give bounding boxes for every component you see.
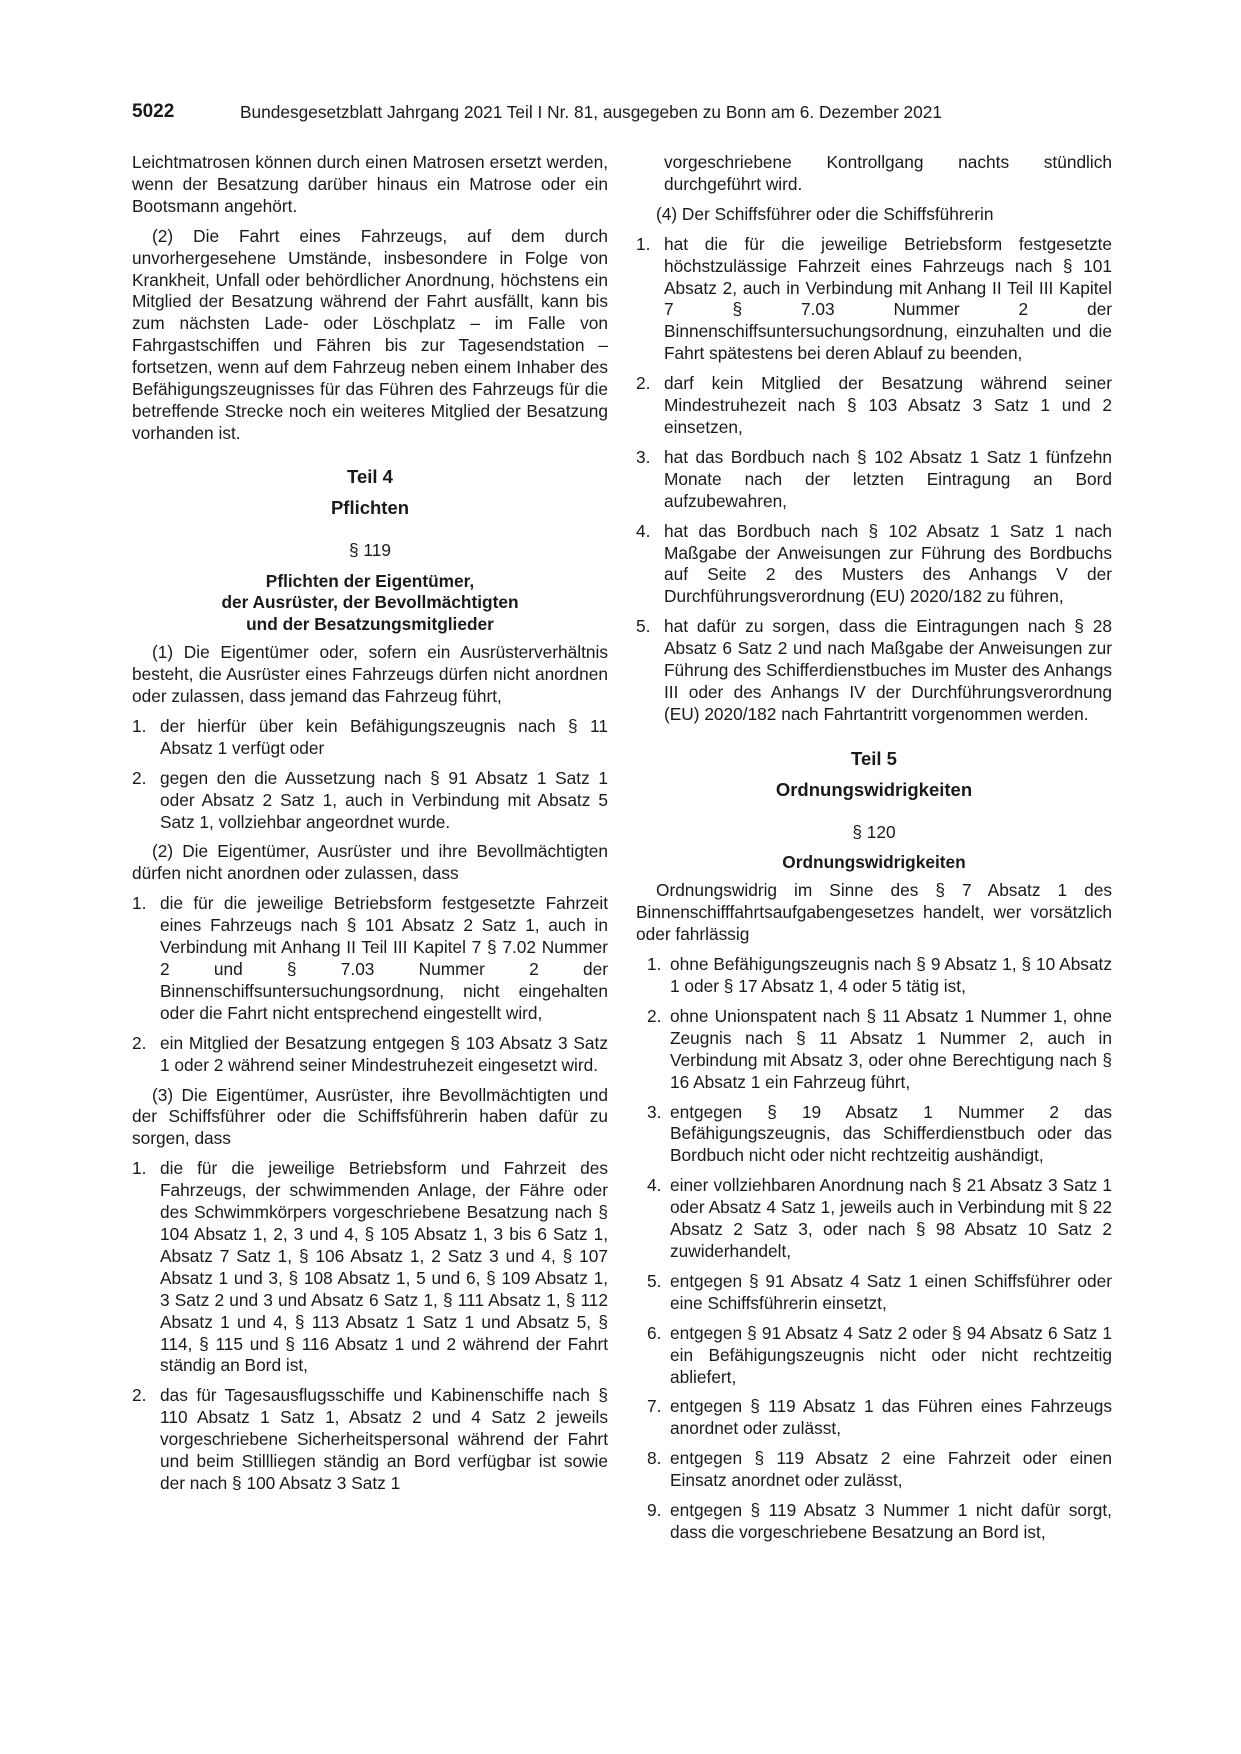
item-number: 8. xyxy=(647,1448,662,1469)
item-number: 3. xyxy=(636,446,651,467)
list-item xyxy=(636,1006,1112,1094)
paragraph-absatz-4: (4) Der Schiffsführer oder die Schiffsführerin xyxy=(656,203,994,224)
list-item xyxy=(636,234,1112,365)
section-number: § 120 xyxy=(852,821,896,842)
list-item xyxy=(636,954,1112,998)
item-number: 5. xyxy=(647,1270,662,1291)
page-header xyxy=(132,101,1112,127)
section-title-line: und der Besatzungsmitglieder xyxy=(246,614,494,635)
item-text: hat die für die jeweilige Betriebsform festgesetzte höchstzulässige Fahrzeit eines Fahrzeugs nach § 101 Absatz 2, auch in Verbindung mit Anhang II Teil III Kapitel 7 § 7.03 Nummer 2 der Binnenschiffsuntersuchungsordnung, einzuhalten und die Fahrt spätestens bei deren Ablauf zu beenden, xyxy=(664,233,1112,364)
item-text: das für Tagesausflugsschiffe und Kabinenschiffe nach § 110 Absatz 1 Satz 1, Absatz 2 und 4 Satz 2 jeweils vorgeschriebene Sicherheitspersonal während der Fahrt und beim Stillliegen ständig an Bord verfügbar ist sowie der nach § 100 Absatz 3 Satz 1 xyxy=(160,1385,608,1493)
item-number: 5. xyxy=(636,616,651,637)
item-number: 2. xyxy=(636,373,651,394)
list-item xyxy=(132,768,608,834)
item-text: hat das Bordbuch nach § 102 Absatz 1 Satz 1 nach Maßgabe der Anweisungen zur Führung des Bordbuchs auf Seite 2 des Musters des Anhangs V der Durchführungsverordnung (EU) 2020/182 zu führen, xyxy=(664,520,1112,607)
item-number: 2. xyxy=(132,1032,147,1053)
list-item xyxy=(636,521,1112,609)
list-item xyxy=(132,1158,608,1377)
section-title-line: Pflichten der Eigentümer, xyxy=(265,570,475,591)
item-number: 2. xyxy=(132,1385,147,1406)
list-item xyxy=(636,1175,1112,1263)
paragraph-intro-120: Ordnungswidrig im Sinne des § 7 Absatz 1 des Binnenschifffahrtsaufgabengesetzes handelt, wer vorsätzlich oder fahrlässig xyxy=(636,880,1112,945)
part-heading: Teil 4 xyxy=(347,465,393,487)
list-item xyxy=(636,1271,1112,1315)
item-number: 4. xyxy=(636,520,651,541)
item-text: gegen den die Aussetzung nach § 91 Absatz 1 Satz 1 oder Absatz 2 Satz 1, auch in Verbindung mit Absatz 5 Satz 1, vollziehbar angeordnet wurde. xyxy=(160,767,608,832)
part-title: Pflichten xyxy=(330,496,410,518)
list-item xyxy=(132,893,608,1024)
part-title: Ordnungswidrigkeiten xyxy=(775,778,973,800)
right-column xyxy=(636,152,1112,1544)
page-number: 5022 xyxy=(132,101,175,122)
item-number: 3. xyxy=(647,1101,662,1122)
item-text: darf kein Mitglied der Besatzung während seiner Mindestruhezeit nach § 103 Absatz 3 Satz 1 und 2 einsetzen, xyxy=(664,373,1112,437)
item-text: entgegen § 119 Absatz 1 das Führen eines Fahrzeugs anordnet oder zulässt, xyxy=(670,1396,1112,1439)
item-text: einer vollziehbaren Anordnung nach § 21 Absatz 3 Satz 1 oder Absatz 4 Satz 1, jeweils auch in Verbindung mit § 22 Absatz 2 Satz 3, oder nach § 98 Absatz 10 Satz 2 zuwiderhandelt, xyxy=(670,1175,1112,1261)
list-item xyxy=(636,447,1112,513)
item-text: die für die jeweilige Betriebsform und Fahrzeit des Fahrzeugs, der schwimmenden Anlage, der Fähre oder des Schwimmkörpers vorgeschriebene Besatzung nach § 104 Absatz 1, 2, 3 und 4, § 105 Absatz 1, 3 bis 6 Satz 1, Absatz 7 Satz 1, § 106 Absatz 1, 2 Satz 3 und 4, § 107 Absatz 1 und 3, § 108 Absatz 1, 5 und 6, § 109 Absatz 1, 3 Satz 2 und 3 und Absatz 6 Satz 1, § 111 Absatz 1, § 112 Absatz 1 und 4, § 113 Absatz 1 Satz 1 und Absatz 5, § 114, § 115 und § 116 Absatz 1 und 2 während der Fahrt ständig an Bord ist, xyxy=(160,1158,608,1376)
item-number: 1. xyxy=(132,715,147,736)
paragraph-absatz-3: (3) Die Eigentümer, Ausrüster, ihre Bevollmächtigten und der Schiffsführer oder die Schiffsführerin haben dafür zu sorgen, dass xyxy=(132,1084,608,1149)
running-title: Bundesgesetzblatt Jahrgang 2021 Teil I Nr. 81, ausgegeben zu Bonn am 6. Dezember 2021 xyxy=(240,102,942,122)
item-number: 2. xyxy=(132,767,147,788)
item-text: ein Mitglied der Besatzung entgegen § 103 Absatz 3 Satz 1 oder 2 während seiner Mindestruhezeit eingesetzt wird. xyxy=(160,1032,608,1075)
paragraph-absatz-2: (2) Die Fahrt eines Fahrzeugs, auf dem durch unvorhergesehene Umstände, insbesondere in Folge von Krankheit, Unfall oder behördlicher Anordnung, höchstens ein Mitglied der Besatzung während der Fahrt ausfällt, kann bis zum nächsten Lade- oder Löschplatz – im Falle von Fahrgastschiffen und Fähren bis zur Tagesendstation – fortsetzen, wenn auf dem Fahrzeug neben einem Inhaber des Befähigungszeugnisses für das Führen des Fahrzeugs für die betreffende Strecke noch ein weiteres Mitglied der Besatzung vorhanden ist. xyxy=(132,225,608,443)
item-text: entgegen § 19 Absatz 1 Nummer 2 das Befähigungszeugnis, das Schifferdienstbuch oder das Bordbuch nicht oder nicht rechtzeitig aushändigt, xyxy=(670,1101,1112,1166)
item-text: entgegen § 91 Absatz 4 Satz 1 einen Schiffsführer oder eine Schiffsführerin einsetzt, xyxy=(670,1270,1112,1313)
left-column xyxy=(132,152,608,1495)
item-text: ohne Befähigungszeugnis nach § 9 Absatz 1, § 10 Absatz 1 oder § 17 Absatz 1, 4 oder 5 tätig ist, xyxy=(670,954,1112,996)
section-title xyxy=(132,571,608,637)
list-item xyxy=(636,1396,1112,1440)
list-item xyxy=(636,1500,1112,1544)
list-item xyxy=(636,616,1112,726)
paragraph: Leichtmatrosen können durch einen Matrosen ersetzt werden, wenn der Besatzung darüber hinaus ein Matrose oder ein Bootsmann angehört. xyxy=(132,152,608,216)
item-number: 4. xyxy=(647,1175,662,1196)
paragraph-absatz-2b: (2) Die Eigentümer, Ausrüster und ihre Bevollmächtigten dürfen nicht anordnen oder zulassen, dass xyxy=(132,841,608,884)
list-item xyxy=(132,1385,608,1495)
item-text: entgegen § 119 Absatz 2 eine Fahrzeit oder einen Einsatz anordnet oder zulässt, xyxy=(670,1448,1112,1491)
paragraph-continuation: vorgeschriebene Kontrollgang nachts stündlich durchgeführt wird. xyxy=(664,152,1112,194)
item-number: 1. xyxy=(132,893,147,914)
item-number: 9. xyxy=(647,1500,662,1521)
section-title: Ordnungswidrigkeiten xyxy=(782,852,966,873)
list-item xyxy=(636,373,1112,439)
item-number: 2. xyxy=(647,1005,662,1026)
item-text: hat dafür zu sorgen, dass die Eintragungen nach § 28 Absatz 6 Satz 2 und nach Maßgabe der Anweisungen zur Führung des Schifferdienstbuches im Muster des Anhangs III oder des Anhangs IV der Durchführungsverordnung (EU) 2020/182 nach Fahrtantritt vorgenommen werden. xyxy=(664,616,1112,724)
item-text: ohne Unionspatent nach § 11 Absatz 1 Nummer 1, ohne Zeugnis nach § 11 Absatz 1 Nummer 2, auch in Verbindung mit Absatz 3, oder ohne Berechtigung nach § 16 Absatz 1 ein Fahrzeug führt, xyxy=(670,1005,1112,1092)
item-number: 7. xyxy=(647,1396,662,1417)
section-number: § 119 xyxy=(349,539,391,560)
list-item xyxy=(132,716,608,760)
list-item xyxy=(132,1033,608,1077)
part-heading: Teil 5 xyxy=(851,747,897,769)
item-text: hat das Bordbuch nach § 102 Absatz 1 Satz 1 fünfzehn Monate nach der letzten Eintragung an Bord aufzubewahren, xyxy=(664,446,1112,511)
item-number: 1. xyxy=(647,954,662,975)
item-number: 6. xyxy=(647,1322,662,1343)
list-item xyxy=(636,1448,1112,1492)
item-text: entgegen § 119 Absatz 3 Nummer 1 nicht dafür sorgt, dass die vorgeschriebene Besatzung an Bord ist, xyxy=(670,1500,1112,1542)
paragraph-absatz-1: (1) Die Eigentümer oder, sofern ein Ausrüsterverhältnis besteht, die Ausrüster eines Fahrzeugs dürfen nicht anordnen oder zulassen, dass jemand das Fahrzeug führt, xyxy=(132,642,608,707)
item-text: der hierfür über kein Befähigungszeugnis nach § 11 Absatz 1 verfügt oder xyxy=(160,715,608,758)
list-item xyxy=(636,1102,1112,1168)
list-item xyxy=(636,1323,1112,1389)
item-text: die für die jeweilige Betriebsform festgesetzte Fahrzeit eines Fahrzeugs nach § 101 Absatz 2 Satz 1, auch in Verbindung mit Anhang II Teil III Kapitel 7 § 7.02 Nummer 2 und § 7.03 Nummer 2 der Binnenschiffsuntersuchungsordnung, nicht eingehalten oder die Fahrt nicht entsprechend eingestellt wird, xyxy=(160,893,608,1023)
item-number: 1. xyxy=(132,1158,147,1179)
item-text: entgegen § 91 Absatz 4 Satz 2 oder § 94 Absatz 6 Satz 1 ein Befähigungszeugnis nicht oder nicht rechtzeitig abliefert, xyxy=(670,1322,1112,1387)
item-number: 1. xyxy=(636,233,651,254)
section-title-line: der Ausrüster, der Bevollmächtigten xyxy=(221,592,519,613)
